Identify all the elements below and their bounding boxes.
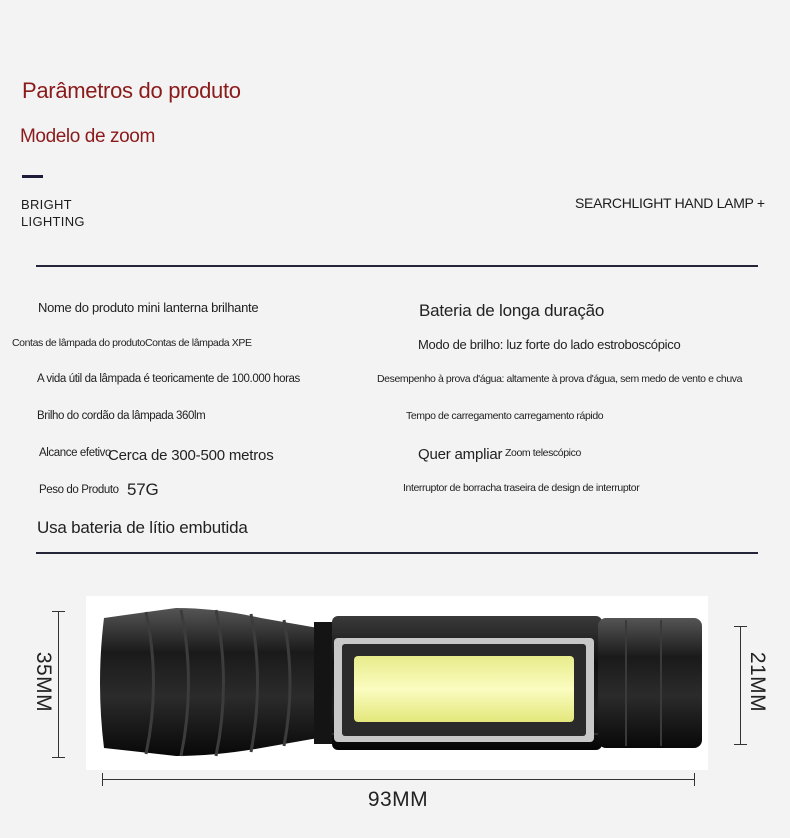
spec-weight-value: 57G [127,480,159,499]
page-title: Parâmetros do produto [22,78,241,103]
spec-brightness-mode: Modo de brilho: luz forte do lado estroboscópico [418,337,681,352]
dimension-line-left [58,611,59,757]
dimension-tick-left-top [52,611,65,612]
spec-lamp-beads: Contas de lâmpada do produtoContas de lâmpada XPE [12,337,252,349]
spec-switch: Interruptor de borracha traseira de design de interruptor [403,482,640,494]
page-subtitle: Modelo de zoom [20,126,155,147]
spec-lamp-life: A vida útil da lâmpada é teoricamente de 100.000 horas [37,373,300,385]
flashlight-icon [86,596,708,770]
dimension-tick-bottom-right [694,773,695,786]
bright-line-1: BRIGHT [21,197,72,212]
spec-charging: Tempo de carregamento carregamento rápido [406,410,604,422]
dimension-length: 93MM [367,788,429,811]
flashlight-image [86,596,708,770]
spec-weight-label: Peso do Produto [39,484,119,496]
spec-builtin-battery: Usa bateria de lítio embutida [37,518,248,537]
dimension-height-right: 21MM [746,651,769,713]
spec-range-label: Alcance efetivo [39,447,111,459]
dimension-height-left: 35MM [32,651,55,713]
dimension-line-bottom [102,779,694,780]
spec-range-value: Cerca de 300-500 metros [108,447,274,464]
spec-waterproof: Desempenho à prova d'água: altamente à prova d'água, sem medo de vento e chuva [377,373,743,385]
dimension-tick-right-top [734,626,747,627]
dimension-line-right [740,626,741,744]
dimension-tick-bottom-left [102,773,103,786]
dimension-tick-right-bottom [734,744,747,745]
spec-zoom-value: Zoom telescópico [505,447,581,459]
dimension-tick-left-bottom [52,757,65,758]
spec-brightness: Brilho do cordão da lâmpada 360lm [37,410,206,422]
bright-lighting-label [21,196,85,230]
divider-bottom [36,552,758,554]
divider-top [36,265,758,267]
spec-battery: Bateria de longa duração [419,301,605,320]
accent-dash [22,175,43,178]
spec-product-name: Nome do produto mini lanterna brilhante [38,300,259,315]
searchlight-label: SEARCHLIGHT HAND LAMP + [575,195,765,211]
spec-zoom-label: Quer ampliar [418,446,503,463]
bright-line-2: LIGHTING [21,214,85,229]
